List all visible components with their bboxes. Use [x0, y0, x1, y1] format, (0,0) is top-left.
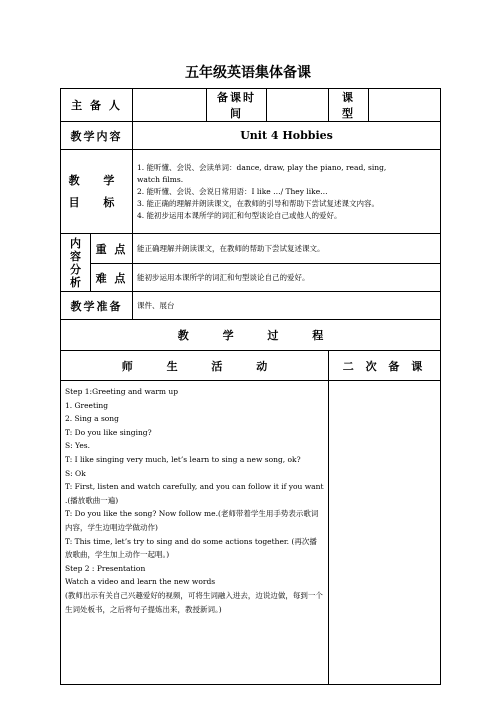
process-body [61, 381, 329, 685]
host-label: 主 备 人 [61, 89, 133, 122]
process-body-row [61, 381, 441, 685]
prep-label: 教学准备 [61, 292, 133, 320]
goals-label-line1: 教 学 [68, 173, 125, 187]
goal-item: watch films. [137, 174, 184, 184]
key-point-label: 重 点 [91, 234, 133, 264]
process-line: T: Do you like the song? Now follow me.(老师带着学生用手势表示歌词内容，学生边唱边学做动作) [65, 509, 319, 532]
analysis-label-char: 容 [70, 249, 81, 263]
activity-header: 师 生 活 动 [61, 351, 329, 381]
content-label: 教学内容 [61, 122, 133, 150]
process-header-row [61, 320, 441, 351]
process-line: T: I like singing very much, let’s learn to sing a new song, ok? [65, 454, 301, 464]
process-line: 2. Sing a song [65, 414, 119, 424]
host-value [133, 89, 207, 122]
process-line: T: This time, let’s try to sing and do some actions together. (再次播放歌曲，学生加上动作一起唱。) [65, 536, 317, 560]
process-line: Watch a video and learn the new words [65, 577, 216, 587]
lesson-plan-table [60, 88, 441, 685]
time-value [267, 89, 329, 122]
prep-value: 课件、展台 [133, 292, 441, 320]
difficulty-value: 能初步运用本课所学的词汇和句型谈论自己的爱好。 [133, 264, 441, 292]
header-row [61, 89, 441, 122]
type-label: 课 型 [329, 89, 369, 122]
key-point-value: 能正确理解并朗读课文，在教师的帮助下尝试复述课文。 [133, 234, 441, 264]
analysis-label-char: 分 [70, 262, 81, 276]
type-value [369, 89, 441, 122]
process-line: 1. Greeting [65, 400, 109, 410]
key-point-row [61, 234, 441, 264]
goal-item: 2. 能听懂、会说、会说日常用语：I like …/ They like… [137, 186, 328, 196]
analysis-label-char: 析 [70, 275, 81, 289]
revision-body [329, 381, 441, 685]
process-line: T: Do you like singing? [65, 427, 152, 437]
process-line: S: Yes. [65, 441, 91, 451]
goals-row [61, 150, 441, 234]
analysis-label-char: 内 [70, 236, 81, 250]
prep-row [61, 292, 441, 320]
process-line: (教师出示有关自己兴趣爱好的视频，可将生词融入进去，边说边做，每到一个生词处板书，之后将句子提炼出来，教授新词。) [65, 590, 323, 614]
content-row [61, 122, 441, 150]
process-line: T: First, listen and watch carefully, and you can follow it if you want .(播放歌曲一遍) [65, 482, 324, 505]
process-line: S: Ok [65, 468, 86, 478]
goals-label [61, 150, 133, 234]
goal-item: 4. 能初步运用本课所学的词汇和句型谈论自己或他人的爱好。 [137, 210, 342, 220]
goal-item: 3. 能正确的理解并朗读课文，在教师的引导和帮助下尝试复述课文内容。 [137, 198, 380, 208]
difficulty-label: 难 点 [91, 264, 133, 292]
process-line: Step 2 : Presentation [65, 563, 146, 573]
page-title: 五年级英语集体备课 [185, 65, 311, 81]
revision-header: 二 次 备 课 [329, 351, 441, 381]
analysis-label [61, 234, 91, 292]
goals-label-line2: 目 标 [68, 195, 125, 209]
goal-item: 1. 能听懂、会说、会读单词：dance, draw, play the piano, read, sing, [137, 162, 387, 172]
process-line: Step 1:Greeting and warm up [65, 387, 179, 396]
time-label: 备课时间 [207, 89, 267, 122]
content-value: Unit 4 Hobbies [133, 122, 441, 150]
process-header: 教 学 过 程 [61, 320, 441, 351]
difficulty-row [61, 264, 441, 292]
goals-list [133, 150, 441, 234]
activity-header-row [61, 351, 441, 381]
